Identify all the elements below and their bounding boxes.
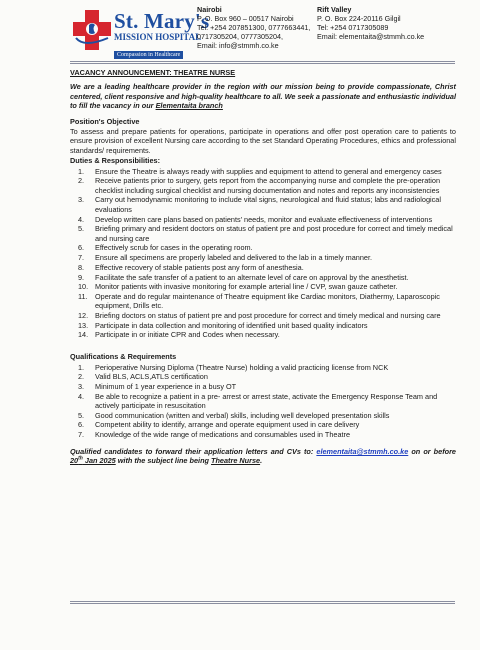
item-number: 1.	[78, 362, 85, 372]
list-item	[70, 321, 456, 330]
objective-heading: Position's Objective	[70, 116, 140, 126]
item-number: 1.	[78, 166, 85, 176]
list-item	[70, 167, 456, 176]
footer-divider	[70, 601, 455, 602]
intro-paragraph	[70, 82, 456, 110]
email-link[interactable]: elementaita@stmmh.co.ke	[316, 446, 409, 456]
list-item	[70, 282, 456, 291]
item-number: 4.	[78, 214, 85, 224]
list-item	[70, 430, 456, 439]
item-number: 7.	[78, 253, 85, 263]
item-text: Monitor patients with invasive monitoring for example arterial line / CVP, swan gauze catheter.	[95, 282, 398, 292]
item-number: 13.	[78, 320, 89, 330]
list-item	[70, 215, 456, 224]
list-item	[70, 363, 456, 372]
brand-name: St. Mary's	[114, 9, 210, 33]
list-item	[70, 253, 456, 262]
list-item	[70, 392, 456, 411]
page-title: VACANCY ANNOUNCEMENT: THEATRE NURSE	[70, 68, 236, 77]
subject-line: Theatre Nurse	[211, 455, 261, 465]
announcement-body	[70, 68, 456, 465]
letterhead	[0, 0, 480, 60]
footer-text: Qualified candidates to forward their application letters and CVs to:	[70, 446, 317, 456]
list-item	[70, 311, 456, 320]
footer-text: with the subject line being	[115, 455, 212, 465]
item-text: Effective recovery of stable patients post any form of anesthesia.	[95, 262, 304, 272]
item-text: Good communication (written and verbal) skills, including well developed presentation skills	[95, 410, 390, 420]
item-text: Valid BLS, ACLS,ATLS certification	[95, 372, 208, 382]
item-text: Operate and do regular maintenance of Theatre equipment like Cardiac monitors, Diathermy, Laparoscopic equipment, Drills etc.	[95, 291, 440, 311]
hospital-cross-logo-icon	[72, 8, 112, 52]
item-text: Participate in or initiate CPR and Codes when necessary.	[95, 330, 280, 340]
list-item	[70, 263, 456, 272]
item-number: 5.	[78, 410, 85, 420]
item-text: Briefing doctors on status of patient pre and post procedure for correct and timely medical and nursing care	[95, 311, 441, 321]
item-text: Minimum of 1 year experience in a busy OT	[95, 381, 237, 391]
item-number: 6.	[78, 420, 85, 430]
list-item	[70, 382, 456, 391]
duties-heading: Duties & Responsibilities:	[70, 156, 161, 166]
list-item	[70, 195, 456, 214]
list-item	[70, 411, 456, 420]
item-text: Be able to recognize a patient in a pre- arrest or arrest state, activate the Emergency Response Team and actively participate in resuscitation	[95, 391, 438, 411]
deadline-date	[70, 456, 116, 465]
item-number: 6.	[78, 243, 85, 253]
item-number: 4.	[78, 391, 85, 401]
deadline-suffix: th	[78, 455, 83, 462]
item-text: Receive patients prior to surgery, gets report from the accompanying nurse and complete the pre-operation checklist including surgical checklist and nursing documentation and notes and reports any inconsistencies	[95, 176, 441, 195]
rift-valley-contact	[317, 5, 424, 41]
item-text: Participate in data collection and monitoring of identified unit based quality indicators	[95, 320, 368, 330]
contact-heading: Nairobi	[197, 5, 222, 14]
contact-line: P. O. Box 224-20116 Gilgil	[317, 14, 401, 23]
application-instructions	[70, 447, 456, 466]
item-text: Ensure the Theatre is always ready with supplies and equipment to attend to general and emergency cases	[95, 166, 442, 176]
contact-line: Tel: +254 0717305089	[317, 23, 389, 32]
item-number: 3.	[78, 195, 85, 205]
item-number: 10.	[78, 282, 89, 292]
item-text: Facilitate the safe transfer of a patient to an alternate level of care on approval by the anesthetist.	[95, 272, 409, 282]
item-number: 12.	[78, 311, 89, 321]
list-item	[70, 243, 456, 252]
qualifications-list	[70, 363, 456, 440]
contact-line: P. O. Box 960 – 00517 Nairobi	[197, 14, 294, 23]
item-text: Knowledge of the wide range of medications and consumables used in Theatre	[95, 430, 351, 440]
contact-line: Email: info@stmmh.co.ke	[197, 41, 279, 50]
item-number: 9.	[78, 272, 85, 282]
item-text: Ensure all specimens are properly labeled and delivered to the lab in a timely manner.	[95, 253, 373, 263]
item-number: 7.	[78, 430, 85, 440]
contact-line: 0717305204, 0777305204,	[197, 32, 283, 41]
brand-tagline: Compassion in Healthcare	[114, 51, 183, 59]
deadline-day: 20	[70, 455, 79, 465]
item-number: 14.	[78, 330, 89, 340]
item-number: 11.	[78, 291, 88, 301]
item-text: Perioperative Nursing Diploma (Theatre Nurse) holding a valid practicing license from NCK	[95, 362, 389, 372]
item-text: Effectively scrub for cases in the operating room.	[95, 243, 253, 253]
item-text: Briefing primary and resident doctors on status of patient pre and post procedure for correct and timely medical and nursing care	[95, 224, 453, 243]
item-number: 2.	[78, 372, 85, 382]
header-divider	[70, 61, 455, 62]
brand-block	[114, 10, 209, 61]
list-item	[70, 273, 456, 282]
item-text: Competent ability to identify, arrange and operate equipment used in care delivery	[95, 420, 360, 430]
item-number: 8.	[78, 262, 85, 272]
contact-heading: Rift Valley	[317, 5, 352, 14]
footer-text: on or before	[408, 446, 456, 456]
item-text: Carry out hemodynamic monitoring to include vital signs, neurological and fluid status; labs and radiological evaluations	[95, 195, 441, 214]
list-item	[70, 330, 456, 339]
header-divider	[70, 63, 455, 64]
item-text: Develop written care plans based on patients' needs, monitor and evaluate effectiveness of interventions	[95, 214, 433, 224]
qualifications-heading: Qualifications & Requirements	[70, 352, 177, 362]
contact-line: Email: elementaita@stmmh.co.ke	[317, 32, 425, 41]
brand-subtitle: MISSION HOSPITAL	[114, 32, 202, 42]
duties-list	[70, 167, 456, 340]
list-item	[70, 176, 456, 195]
item-number: 2.	[78, 176, 85, 186]
objective-text: To assess and prepare patients for operations, participate in operations and offer post operation care to patients to ensure provision of excellent Nursing care according to the set Standard Operating Procedures, ethics and professional standards/ requirements.	[70, 127, 456, 155]
intro-text: We are a leading healthcare provider in the region with our mission being to provide compassionate, Christ centered, client responsive and high-quality healthcare to all. We seek a passionate and enthusiastic individual to fill the vacancy in our	[70, 82, 456, 111]
list-item	[70, 224, 456, 243]
nairobi-contact	[197, 5, 310, 50]
list-item	[70, 292, 456, 311]
deadline-month-year: Jan 2025	[82, 455, 116, 465]
item-number: 5.	[78, 224, 85, 234]
list-item	[70, 372, 456, 381]
footer-text: .	[260, 455, 263, 465]
contact-line: Tel: +254 207851300, 0777663441,	[197, 23, 311, 32]
branch-name: Elementaita branch	[155, 101, 223, 111]
list-item	[70, 420, 456, 429]
footer-divider	[70, 603, 455, 604]
item-number: 3.	[78, 381, 85, 391]
